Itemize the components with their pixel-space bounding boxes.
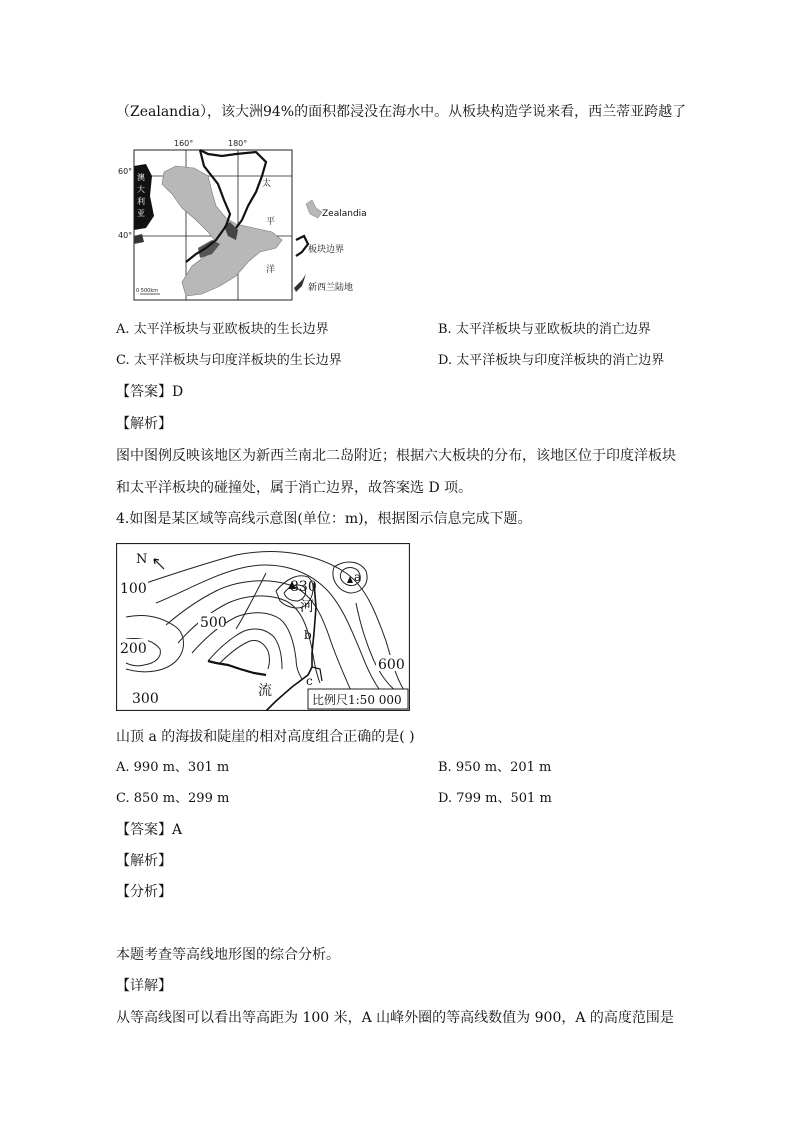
- q3-analysis-line: 图中图例反映该地区为新西兰南北二岛附近；根据六大板块的分布，该地区位于印度洋板块: [116, 448, 676, 464]
- q4-fenxi-text: 本题考查等高线地形图的综合分析。: [116, 947, 340, 963]
- legend-zealandia-swatch: [306, 200, 322, 218]
- q4-option-b: B. 950 m、201 m: [438, 760, 552, 775]
- contour-scale-label: 比例尺1:50 000: [312, 693, 402, 707]
- q4-intro: 4.如图是某区域等高线示意图(单位：m)，根据图示信息完成下题。: [116, 511, 532, 527]
- australia-char: 澳: [137, 173, 145, 182]
- ocean-char: 太: [262, 179, 272, 189]
- contour-label-500: 500: [200, 615, 227, 631]
- q4-analysis-heading: 【解析】: [116, 853, 172, 869]
- lon-label-180: 180°: [228, 139, 248, 148]
- contour-label-300: 300: [132, 691, 159, 707]
- legend-nz-land-swatch: [294, 274, 306, 292]
- contour-map: [116, 543, 410, 711]
- q4-option-d: D. 799 m、501 m: [438, 791, 552, 806]
- legend-zealandia: Zealandia: [322, 209, 367, 219]
- q4-detail-heading: 【详解】: [116, 978, 172, 994]
- q4-option-c: C. 850 m、299 m: [116, 791, 230, 806]
- point-b-label: b: [304, 628, 312, 642]
- q4-question: 山顶 a 的海拔和陡崖的相对高度组合正确的是( ): [116, 729, 415, 745]
- q4-answer: 【答案】A: [116, 822, 183, 838]
- q3-answer: 【答案】D: [116, 384, 184, 400]
- point-c-label: c: [306, 674, 313, 688]
- legend-boundary-swatch: [296, 236, 308, 256]
- scale-label: 0 500km: [136, 288, 159, 294]
- q3-analysis-line: 和太平洋板块的碰撞处，属于消亡边界，故答案选 D 项。: [116, 480, 473, 496]
- australia-char: 大: [137, 185, 145, 194]
- q3-stem: （Zealandia），该大洲94%的面积都浸没在海水中。从板块构造学说来看，西兰蒂亚跨越了: [116, 104, 687, 120]
- q4-detail-text: 从等高线图可以看出等高距为 100 米，A 山峰外圈的等高线数值为 900，A 的高度范围是: [116, 1010, 674, 1026]
- q3-option-c: C. 太平洋板块与印度洋板块的生长边界: [116, 353, 342, 368]
- contour-label-100: 100: [120, 581, 147, 597]
- q3-option-a: A. 太平洋板块与亚欧板块的生长边界: [116, 322, 329, 337]
- contour-label-200: 200: [120, 641, 147, 657]
- q3-option-b: B. 太平洋板块与亚欧板块的消亡边界: [438, 322, 651, 337]
- australia-char: 亚: [137, 209, 145, 218]
- legend-nz-land: 新西兰陆地: [308, 283, 354, 293]
- river-char-liu: 流: [258, 683, 272, 699]
- lat-label-40: 40°: [118, 231, 133, 240]
- lon-label-160: 160°: [174, 139, 194, 148]
- q4-option-a: A. 990 m、301 m: [116, 760, 230, 775]
- contour-label-600: 600: [378, 657, 405, 673]
- legend-boundary: 板块边界: [308, 245, 345, 255]
- australia-char: 利: [137, 197, 145, 206]
- zealandia-map: [116, 136, 376, 306]
- ocean-char: 平: [266, 217, 276, 227]
- lat-label-60: 60°: [118, 167, 133, 176]
- peak-830-label: 830: [290, 579, 317, 595]
- north-label: N: [136, 552, 148, 567]
- q3-analysis-heading: 【解析】: [116, 416, 172, 432]
- q3-option-d: D. 太平洋板块与印度洋板块的消亡边界: [438, 353, 665, 368]
- ocean-char: 洋: [266, 265, 276, 275]
- river-char-he: 河: [300, 599, 314, 615]
- peak-a-label: a: [354, 570, 362, 584]
- q4-fenxi-heading: 【分析】: [116, 884, 172, 900]
